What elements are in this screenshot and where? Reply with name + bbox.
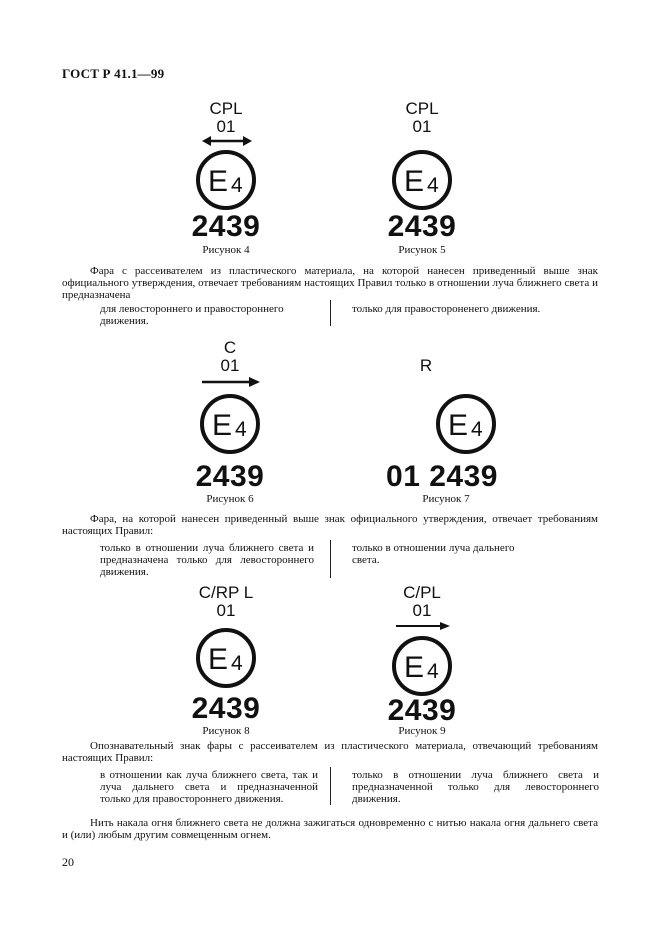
- mark-circle: [196, 628, 256, 688]
- mark-number: 01: [216, 117, 236, 136]
- column-divider: [330, 540, 331, 578]
- mark-e-letter: E: [208, 643, 229, 676]
- mark-approval-number: 2439: [191, 692, 261, 725]
- mark-country-number: 4: [231, 174, 243, 197]
- column-left-2: только в отношении луча ближнего света и предназначена только для левостороннего движения.: [100, 542, 314, 578]
- column-right-3: только в отношении луча ближнего света и предназначенной только для левостороннего движения.: [352, 769, 599, 805]
- mark-approval-number: 2439: [387, 694, 457, 727]
- right-arrow-icon: [396, 621, 450, 631]
- mark-number: 01: [412, 601, 432, 620]
- mark-circle: [392, 150, 452, 210]
- mark-country-number: 4: [471, 418, 483, 441]
- column-divider: [330, 300, 331, 326]
- right-arrow-icon: [202, 376, 260, 388]
- mark-country-number: 4: [427, 174, 439, 197]
- column-left-1: для левостороннего и правостороннего движения.: [100, 303, 284, 327]
- double-arrow-icon: [202, 135, 252, 147]
- mark-e-letter: E: [448, 409, 469, 442]
- paragraph-4: Нить накала огня ближнего света не должна зажигаться одновременно с нитью накала огня дальнего света и (или) любым другим совмещенным огнем.: [62, 817, 598, 841]
- mark-number: 01: [216, 601, 236, 620]
- column-right-1: только для правостороненего движения.: [352, 303, 541, 315]
- paragraph-1: Фара с рассеивателем из пластического материала, на которой нанесен приведенный выше знак официального утверждения, отвечает требованиям настоящих Правил только в отношении луча ближнего света и предназначена: [62, 265, 598, 301]
- paragraph-2: Фара, на которой нанесен приведенный выше знак официального утверждения, отвечает требованиям настоящих Правил:: [62, 513, 598, 537]
- approval-mark-fig9: [372, 582, 472, 742]
- mark-code: C: [223, 338, 237, 357]
- mark-e-letter: E: [208, 165, 229, 198]
- mark-circle: [436, 394, 496, 454]
- mark-code: R: [419, 356, 433, 375]
- mark-approval-number: 2439: [195, 460, 265, 493]
- mark-e-letter: E: [404, 165, 425, 198]
- mark-e-letter: E: [404, 651, 425, 684]
- mark-approval-number: 2439: [387, 210, 457, 243]
- mark-circle: [196, 150, 256, 210]
- paragraph-3: Опознавательный знак фары с рассеивателем из пластического материала, отвечающий требованиям настоящих Правил:: [62, 740, 598, 764]
- figure-caption: Рисунок 9: [398, 725, 446, 737]
- mark-e-letter: E: [212, 409, 233, 442]
- mark-code: C/RP L: [198, 583, 254, 602]
- mark-circle: [200, 394, 260, 454]
- approval-mark-fig4: [176, 98, 276, 268]
- document-header: ГОСТ Р 41.1—99: [62, 66, 165, 81]
- column-divider: [330, 767, 331, 805]
- mark-approval-number: 2439: [191, 210, 261, 243]
- figure-caption: Рисунок 4: [202, 244, 250, 256]
- figure-caption: Рисунок 6: [206, 493, 254, 505]
- mark-country-number: 4: [427, 660, 439, 683]
- approval-mark-fig6: [180, 338, 280, 508]
- mark-circle: [392, 636, 452, 696]
- column-left-3: в отношении как луча ближнего света, так и луча дальнего света и предназначенной только для правостороннего движения.: [100, 769, 318, 805]
- mark-code: CPL: [405, 99, 439, 118]
- figure-caption: Рисунок 8: [202, 725, 250, 737]
- mark-country-number: 4: [235, 418, 247, 441]
- page-number: 20: [62, 855, 74, 869]
- approval-mark-fig5: [372, 98, 472, 268]
- mark-code: C/PL: [403, 583, 441, 602]
- mark-number: 01: [220, 356, 240, 375]
- mark-country-number: 4: [231, 652, 243, 675]
- mark-code: CPL: [209, 99, 243, 118]
- figure-caption: Рисунок 7: [422, 493, 470, 505]
- column-right-2: только в отношении луча дальнего света.: [352, 542, 515, 566]
- figure-caption: Рисунок 5: [398, 244, 446, 256]
- mark-approval-number: 01 2439: [386, 460, 498, 493]
- approval-mark-fig8: [176, 582, 276, 742]
- approval-mark-fig7: [376, 338, 516, 508]
- mark-number: 01: [412, 117, 432, 136]
